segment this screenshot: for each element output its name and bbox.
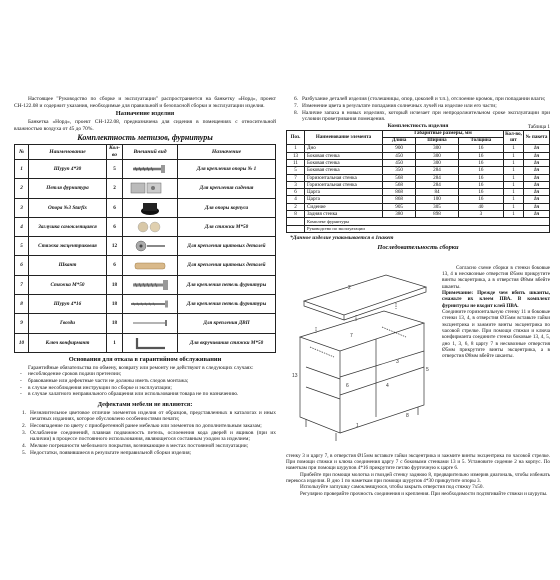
assembly-step: Используйте заглушку самоклеящуюся, чтобы закрыть отверстия под стяжку 7x50. [300,484,484,491]
table-row [15,314,276,333]
fastener-qty: 6 [107,256,123,275]
assembly-step: Соедините горизонтальную стенку 11 и боковые стенки 13, 4, в отверстия Ø15мм вставьте гайки эксцентрика и зажмите винты эксцентрика по часовой стрелке. При помощи стяжки и ключа конфирманта соедините стенки боковые 13, 4, 5, дно 1, 3, 6, 8 царгу 7 в несквозные отверстия Ø5мм прикрутите винты эксцентрика, а в отверстия Ø8мм вбейте шканты. [442,308,550,360]
list-item: 5. Недостатки, появившиеся в результате неправильной сборки изделия; [21,450,192,457]
part-thickness: 16 [458,145,503,152]
fastener-purpose: Для крепления ДВП [178,314,276,333]
table-row [287,218,550,225]
part-thickness: 16 [458,167,503,174]
fastener-name: Стяжка М*50 [29,275,107,294]
assembly-step: Согласно схеме сборки в стенки боковые 13, 4 в несквозные отверстия Ø5мм прикрутите винты эксцентрика, а в отверстия Ø8мм вбейте шканты. [442,264,550,290]
part-pos: 7 [287,174,305,181]
fastener-purpose: Для крепления петель фурнитуры [178,275,276,294]
col-name: Наименование [29,144,107,159]
fastener-image [123,159,178,178]
part-length: 568 [383,174,416,181]
fastener-image [123,333,178,352]
fastener-qty: 1 [107,333,123,352]
col-length: Длина [383,138,416,145]
table-row [287,145,550,152]
list-item: - в случае несоблюдения инструкции по сборке и эксплуатации; [14,385,276,392]
part-width: 84 [416,189,459,196]
part-width: 300 [416,159,459,166]
purpose-heading: Назначение изделия [115,110,175,118]
key-icon [123,334,177,352]
fastener-purpose: Для крепления щитовых деталей [178,256,276,275]
part-pack: 1п [524,203,550,210]
part-pos: 5 [287,167,305,174]
fastener-image [123,217,178,236]
fastener-purpose: Для крепления петель фурнитуры [178,295,276,314]
assembly-section [286,253,550,453]
part-width: 300 [416,145,459,152]
col-qty: Кол-во [107,144,123,159]
part-length: 868 [383,196,416,203]
table-row [287,167,550,174]
part-length: 450 [383,159,416,166]
seat-panel [304,275,426,315]
fastener-name: Стяжка эксцентриковая [29,237,107,256]
label-2: 2 [348,284,351,291]
part-pos: 2 [287,203,305,210]
label-5: 5 [426,366,429,373]
label-7: 7 [350,332,353,339]
part-thickness: 16 [458,189,503,196]
assembly-steps-full [286,453,550,497]
intro-text: Настоящее "Руководство по сборке и эксплуатации" распространяется на банкетку «Норд», проект СН-122.08 и содержит указания, необходимые для правильной и безопасной сборки и эксплуатации изделия. [14,96,276,109]
table-row [15,179,276,198]
list-item: 2. Несовпадение по цвету с приобретенной ранее мебелью или элементов по дополнительным заказам; [21,422,262,429]
col-thickness: Толщина [458,138,503,145]
part-name: Сидение [305,203,383,210]
part-pos: 8 [287,210,305,217]
label-4: 4 [386,382,389,389]
part-width: 898 [416,210,459,217]
part-length: 568 [383,181,416,188]
part-thickness: 16 [458,181,503,188]
list-item: - несоблюдение сроков подачи претензии; [14,371,276,378]
fastener-num: 4 [15,217,29,236]
table-row [287,210,550,217]
part-name: Горизонтальная стенка [305,181,383,188]
fastener-image [123,198,178,217]
part-pos: 4 [287,196,305,203]
fastener-purpose: Для опоры корпуса [178,198,276,217]
fastener-name: Шкант [29,256,107,275]
table-row [15,295,276,314]
part-pack: 1п [524,174,550,181]
part-name: Дно [305,145,383,152]
table-row [15,198,276,217]
part-qty: 1 [504,181,524,188]
part-pack: 1п [524,189,550,196]
part-width: 100 [416,196,459,203]
table-row [15,333,276,352]
part-pos: 6 [287,189,305,196]
col-appearance: Внешний вид [123,144,178,159]
table-row [287,203,550,210]
label-13: 13 [292,372,298,379]
fastener-num: 9 [15,314,29,333]
fasteners-header-row [15,144,276,159]
table-row [287,181,550,188]
defects-list [14,410,276,457]
eccentric-icon [123,237,177,255]
fastener-name: Заглушка самоклеящаяся [29,217,107,236]
list-item: 8. Наличие запаха в новых изделиях, который исчезает при непродолжительном сроке эксплуатации при условии проветривания помещения. [293,109,550,123]
fastener-name: Шуруп 4*16 [29,295,107,314]
warranty-heading: Основания для отказа в гарантийном обслуживании [68,355,222,363]
part-name: Горизонтальная стенка [305,174,383,181]
part-width: 300 [416,152,459,159]
part-pos: 3 [287,181,305,188]
part-width: 284 [416,167,459,174]
part-pos: 1 [287,145,305,152]
col-pack: № пакета [524,131,550,145]
part-qty: 1 [504,203,524,210]
part-qty: 1 [504,152,524,159]
part-qty: 1 [504,210,524,217]
fastener-purpose: Для вкручивания стяжки М*50 [178,333,276,352]
part-thickness: 16 [458,159,503,166]
part-qty: 1 [504,174,524,181]
hinge-icon [123,179,177,197]
fastener-name: Шуруп 4*30 [29,159,107,178]
fastener-num: 2 [15,179,29,198]
assembly-step: Прибейте при помощи молотка и гвоздей стенку заднюю 8, предварительно измерив диагональ, чтобы избежать перекоса изделия. В дно 1 по наметкам при помощи шурупов 4*30 прикрутите опоры 3. [286,471,550,484]
part-width: 284 [416,174,459,181]
table-row [287,196,550,203]
part-width: 305 [416,203,459,210]
col-element: Наименование элемента [305,131,383,145]
fastener-num: 7 [15,275,29,294]
table-row [287,174,550,181]
parts-extra-item: Комплект фурнитуры [305,218,550,225]
fastener-name: Петля фурнитура [29,179,107,198]
part-pack: 1п [524,152,550,159]
parts-heading: Комплектность изделия [387,123,449,130]
col-purpose: Назначение [178,144,276,159]
part-qty: 1 [504,196,524,203]
nail-icon [123,314,177,332]
label-8: 8 [406,412,409,419]
part-name: Царга [305,189,383,196]
table-row [287,225,550,232]
parts-extra-item: Руководство по эксплуатации [305,225,550,232]
part-thickness: 3 [458,210,503,217]
foot-icon [123,199,177,217]
label-6: 6 [346,382,349,389]
part-length: 350 [383,167,416,174]
fastener-purpose: Для крепления щитовых деталей [178,237,276,256]
col-width: Ширина [416,138,459,145]
assembly-heading: Последовательность сборки [377,243,459,251]
list-item: 1. Незначительное цветовое отличие элементов изделия от образцов, представленных в каталогах и иных печатных изданиях, которое обусловлено особенностями печати; [21,409,276,423]
part-name: Боковая стенка [305,152,383,159]
fastener-num: 8 [15,295,29,314]
list-item: 3. Ослабление соединений, плавная подвижность петель, ослоенения кода дверей и ящиков (при их наличии) в процессе постоянного использования, являющегося составным уходом за изделием; [21,429,276,443]
list-item: - бракованные или дефектные части не должны иметь следов монтажа; [14,378,276,385]
table-row [15,256,276,275]
fastener-name: Ключ конфирмант [29,333,107,352]
package-note: *Данное изделие упаковывается в 1пакет [290,234,394,241]
assembly-step: стенку 3 и царгу 7, в отверстия Ø15мм вставьте гайки эксцентрика и зажмите винты эксцентрика по часовой стрелке. При помощи стяжки и ключа соединения царгу 7 с боковыми стенками 13 и 5. Установите сидение 2 на корпус. По наметкам при помощи шурупов 4*16 прикрутите петлю фурточную к царге 6. [286,452,550,472]
table-row [15,237,276,256]
part-qty: 1 [504,189,524,196]
fastener-num: 1 [15,159,29,178]
label-3: 3 [396,358,399,365]
screw-long-icon [123,295,177,313]
part-pack: 1п [524,167,550,174]
assembly-steps-side [442,265,550,360]
list-item: 6. Разбухание деталей изделия (столешницы, опор, цоколей и т.п.), отслоение кромок, при попадании влаги; [293,96,546,102]
table-row [287,152,550,159]
right-column [286,96,550,497]
fastener-num: 6 [15,256,29,275]
part-pos: 11 [287,159,305,166]
part-pack: 1п [524,159,550,166]
fastener-image [123,237,178,256]
table-row [15,159,276,178]
table-row [287,159,550,166]
fastener-qty: 18 [107,314,123,333]
part-length: 450 [383,152,416,159]
part-name: Боковая стенка [305,159,383,166]
fastener-image [123,256,178,275]
parts-header-row [287,131,550,138]
left-column [14,96,276,457]
screw-short-icon [123,160,177,178]
assembly-diagram [286,267,434,455]
part-qty: 1 [504,167,524,174]
fastener-qty: 6 [107,198,123,217]
part-pack: 1п [524,210,550,217]
cap-icon [123,218,177,236]
part-length: 905 [383,203,416,210]
table-row [15,275,276,294]
part-width: 284 [416,181,459,188]
fastener-num: 5 [15,237,29,256]
parts-table [286,130,550,233]
bolt-icon [123,276,177,294]
part-pack: 1п [524,181,550,188]
fasteners-heading: Комплектность метизов, фурнитуры [77,133,213,143]
fastener-purpose: Для стяжки М*50 [178,217,276,236]
list-item: - в случае халатного неправильного обращения или использования товара не по назначению. [14,391,276,398]
table-row [15,217,276,236]
fastener-num: 10 [15,333,29,352]
fastener-qty: 2 [107,179,123,198]
part-qty: 1 [504,159,524,166]
col-pos: Поз. [287,131,305,145]
table-row [287,189,550,196]
defects-list-continued [286,96,550,123]
fastener-qty: 6 [107,217,123,236]
fastener-image [123,314,178,333]
top-panel [300,311,424,351]
part-thickness: 16 [458,174,503,181]
assembly-note: Примечание: Прежде чем вбить шканты, смажьте их клеем ПВА. В комплект фурнитуры не входит клей ПВА. [442,289,550,309]
part-pack: 1п [524,145,550,152]
part-length: 900 [383,145,416,152]
dowel-icon [123,257,177,275]
fastener-image [123,179,178,198]
purpose-text: Банкетка «Норд», проект СН-122.08, предназначена для сидения в помещениях с относительной влажностью воздуха от 45 до 70%. [14,119,276,132]
part-qty: 1 [504,145,524,152]
list-item: 4. Мелкие погрешности мебельного покрытия, возникающие в местах постоянной эксплуатации; [21,443,249,450]
fastener-qty: 12 [107,237,123,256]
part-pos: 13 [287,152,305,159]
part-length: 868 [383,189,416,196]
fastener-name: Гвозди [29,314,107,333]
warranty-list [14,371,276,397]
list-item: 7. Изменение цвета в результате попадания солнечных лучей на изделие или его части; [293,102,497,109]
assembly-step: Регулярно проверяйте прочность соединения и крепления. При необходимости подтягивайте стяжки и шурупы. [300,490,548,497]
part-name: Задняя стенка [305,210,383,217]
col-qty: Кол-во, шт [504,131,524,145]
part-name: Царга [305,196,383,203]
label-1: 1 [356,422,359,429]
fastener-image [123,295,178,314]
fastener-purpose: Для крепления сидения [178,179,276,198]
fastener-image [123,275,178,294]
parts-table-number: Таблица 1 [527,123,550,130]
part-thickness: 16 [458,196,503,203]
part-length: 380 [383,210,416,217]
defects-heading: Дефектами мебели не являются: [97,400,193,408]
fastener-qty: 18 [107,295,123,314]
fastener-qty: 18 [107,275,123,294]
part-name: Боковая стенка [305,167,383,174]
fastener-num: 3 [15,198,29,217]
part-thickness: 40 [458,203,503,210]
warranty-text: Гарантийные обязательства по обмену, возврату или ремонту не действуют в следующих случаях: [28,364,254,371]
col-num: № [15,144,29,159]
fastener-purpose: Для крепления опоры № 1 [178,159,276,178]
part-pack: 1п [524,196,550,203]
part-thickness: 16 [458,152,503,159]
fastener-qty: 5 [107,159,123,178]
fasteners-table [14,144,276,353]
fastener-name: Опора №3 Starfix [29,198,107,217]
col-dims: Габаритные размеры, мм [383,131,504,138]
